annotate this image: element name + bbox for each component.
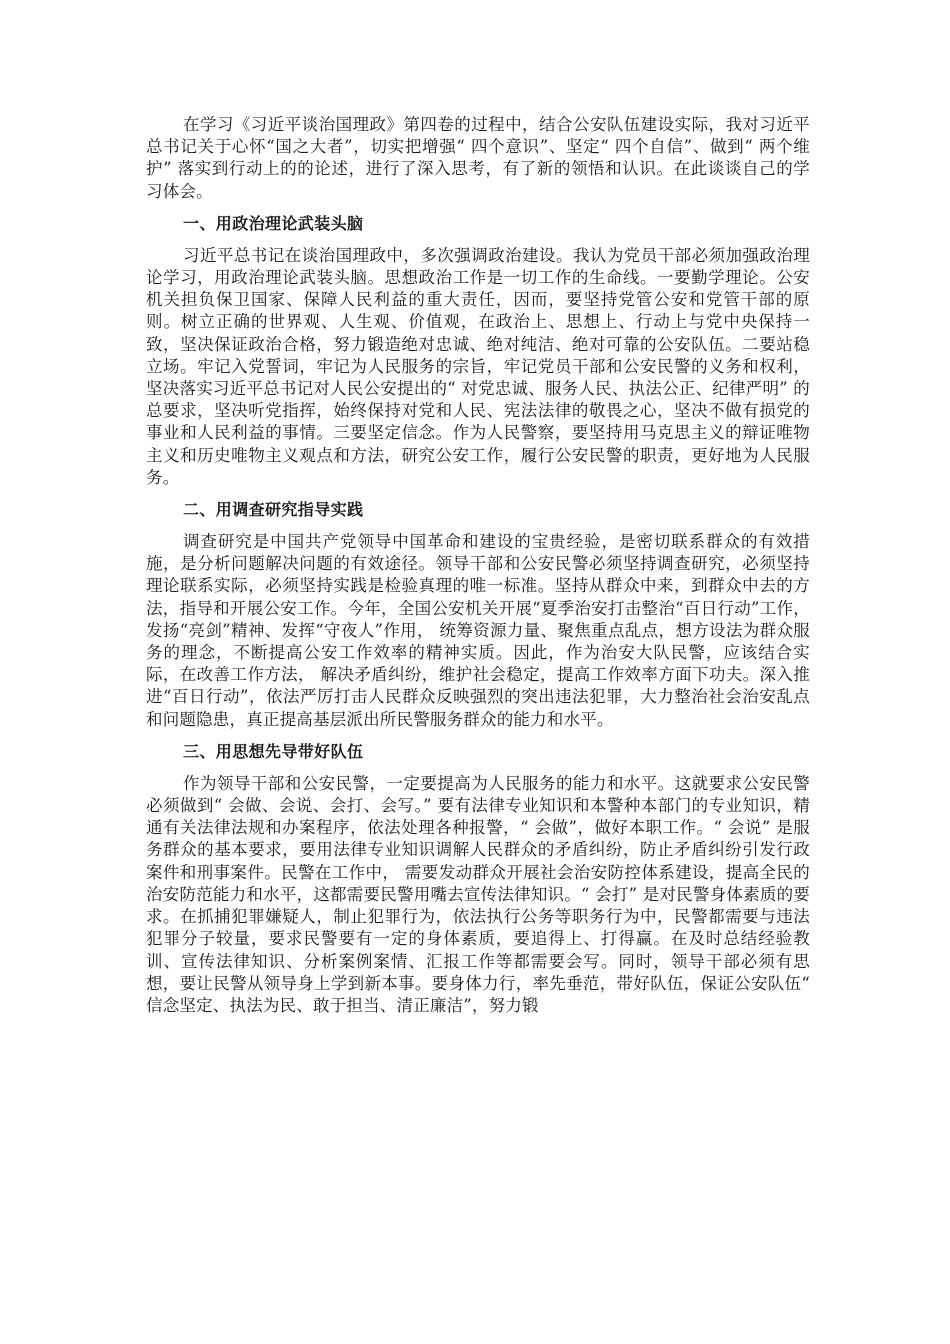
section-body-3: 作为领导干部和公安民警，一定要提高为人民服务的能力和水平。这就要求公安民警必须做到“ 会做、会说、会打、会写。” 要有法律专业知识和本警种本部门的专业知识，精通有关法律法规和办案程序，依法处理各种报警，“ 会做”，做好本职工作。“ 会说” 是服务群众的基本要求，要用法律专业知识调解人民群众的矛盾纠纷，防止矛盾纠纷引发行政案件和刑事案件。民警在工作中， 需要发动群众开展社会治安防控体系建设，提高全民的治安防范能力和水平，这都需要民警用嘴去宣传法律知识。“ 会打” 是对民警身体素质的要求。在抓捕犯罪嫌疑人，制止犯罪行为，依法执行公务等职务行为中，民警都需要与违法犯罪分子较量，要求民警要有一定的身体素质，要追得上、打得赢。在及时总结经验教训、宣传法律知识、分析案例案情、汇报工作等都需要会写。同时，领导干部必须有思想，要让民警从领导身上学到新本事。要身体力行，率先垂范，带好队伍，保证公安队伍“ 信念坚定、执法为民、敢于担当、清正廉洁”，努力锻 bbox=[146, 773, 810, 1015]
section-heading-2: 二、用调查研究指导实践 bbox=[183, 500, 364, 520]
section-heading-1: 一、用政治理论武装头脑 bbox=[183, 213, 364, 233]
section-heading-3: 三、用思想先导带好队伍 bbox=[183, 741, 364, 761]
document-page bbox=[146, 114, 810, 1017]
section-body-1: 习近平总书记在谈治国理政中，多次强调政治建设。我认为党员干部必须加强政治理论学习，用政治理论武装头脑。思想政治工作是一切工作的生命线。一要勤学理论。公安机关担负保卫国家、保障人民利益的重大责任，因而，要坚持党管公安和党管干部的原则。树立正确的世界观、人生观、价值观，在政治上、思想上、行动上与党中央保持一致，坚决保证政治合格，努力锻造绝对忠诚、绝对纯洁、绝对可靠的公安队伍。二要站稳立场。牢记入党誓词，牢记为人民服务的宗旨，牢记党员干部和公安民警的义务和权利，坚决落实习近平总书记对人民公安提出的“ 对党忠诚、服务人民、执法公正、纪律严明” 的总要求，坚决听党指挥，始终保持对党和人民、宪法法律的敬畏之心，坚决不做有损党的事业和人民利益的事情。三要坚定信念。作为人民警察，要坚持用马克思主义的辩证唯物主义和历史唯物主义观点和方法，研究公安工作，履行公安民警的职责，更好地为人民服务。 bbox=[146, 245, 810, 487]
intro-paragraph: 在学习《习近平谈治国理政》第四卷的过程中，结合公安队伍建设实际，我对习近平总书记关于心怀“国之大者”，切实把增强“ 四个意识”、坚定“ 四个自信”、做到“ 两个维护” 落实到行动上的的论述，进行了深入思考，有了新的领悟和认识。在此谈谈自己的学习体会。 bbox=[146, 115, 810, 201]
section-body-2: 调查研究是中国共产党领导中国革命和建设的宝贵经验，是密切联系群众的有效措施，是分析问题解决问题的有效途径。领导干部和公安民警必须坚持调查研究，必须坚持理论联系实际，必须坚持实践是检验真理的唯一标准。坚持从群众中来，到群众中去的方法，指导和开展公安工作。今年，全国公安机关开展“夏季治安打击整治“百日行动”工作，发扬“亮剑”精神、发挥“守夜人”作用， 统筹资源力量、聚焦重点乱点，想方设法为群众服务的理念，不断提高公安工作效率的精神实质。因此，作为治安大队民警，应该结合实际，在改善工作方法， 解决矛盾纠纷，维护社会稳定，提高工作效率方面下功夫。深入推进“百日行动”，依法严厉打击人民群众反映强烈的突出违法犯罪，大力整治社会治安乱点和问题隐患，真正提高基层派出所民警服务群众的能力和水平。 bbox=[146, 532, 810, 729]
